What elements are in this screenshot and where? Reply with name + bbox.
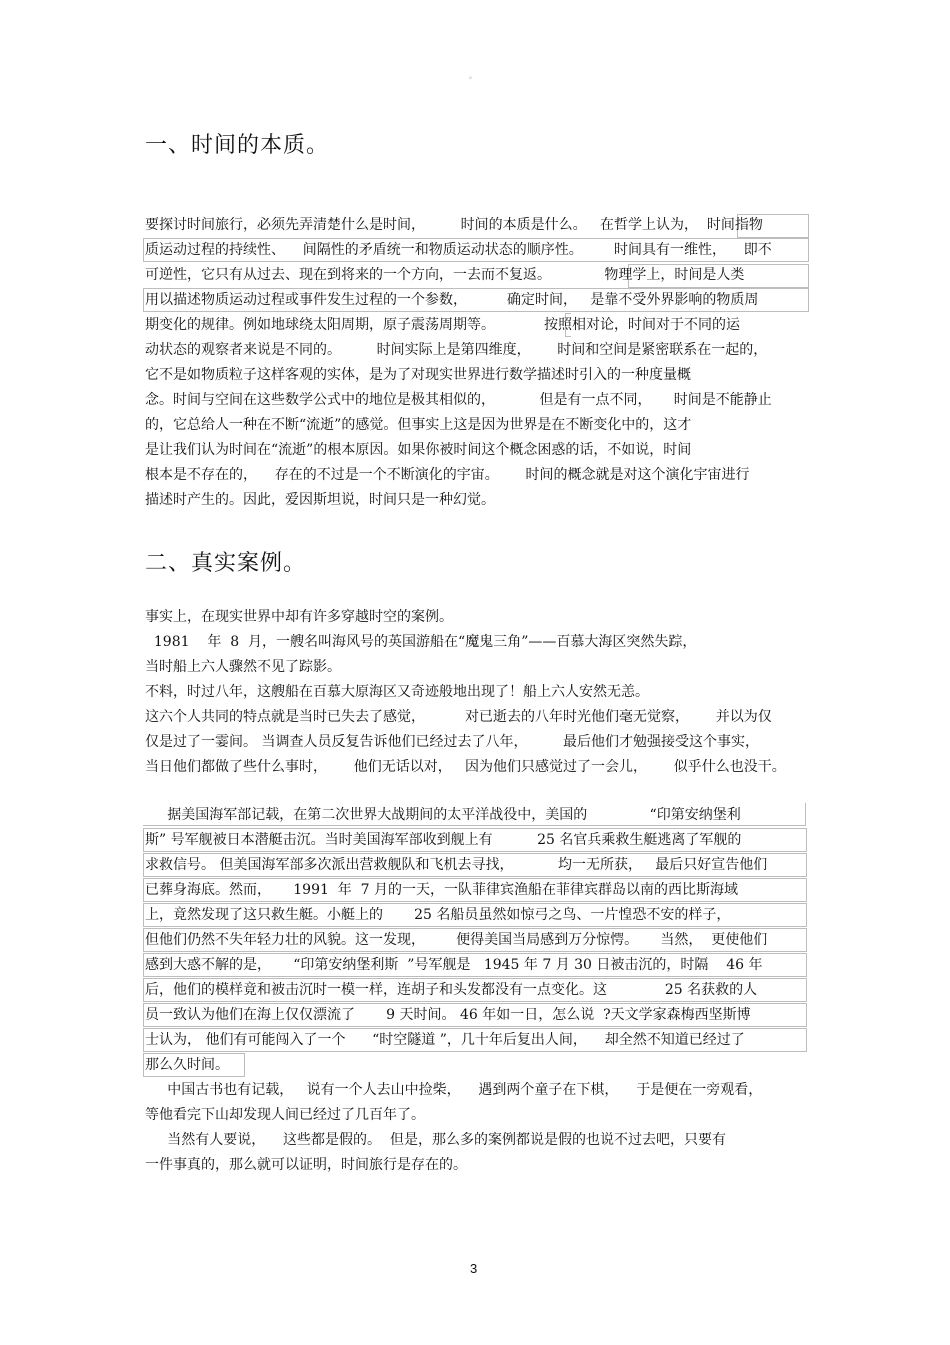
paragraph-line: 等他看完下山却发现人间已经过了几百年了。: [145, 1107, 425, 1123]
paragraph-line: 根本是不存在的， 存在的不过是一个不断演化的宇宙。 时间的概念就是对这个演化宇宙进行: [145, 467, 750, 483]
paragraph-line: 的，它总给人一种在不断“流逝”的感觉。但事实上这是因为世界是在不断变化中的，这才: [145, 417, 692, 433]
paragraph-line: 已葬身海底。然而， 1991 年 7 月的一天，一队菲律宾渔船在菲律宾群岛以南的西比斯海域: [145, 882, 739, 898]
paragraph-line: 那么久时间。: [145, 1057, 229, 1073]
paragraph-line: 是让我们认为时间在“流逝”的根本原因。如果你被时间这个概念困惑的话，不如说，时间: [145, 442, 692, 458]
section1-title: 一、时间的本质。: [145, 133, 330, 158]
paragraph-line: 求救信号。 但美国海军部多次派出营救舰队和飞机去寻找， 均一无所获， 最后只好宣告他们: [145, 857, 768, 873]
paragraph-line: 后，他们的模样竟和被击沉时一模一样，连胡子和头发都没有一点变化。这 25 名获救的人: [145, 982, 758, 998]
paragraph-line: 据美国海军部记载，在第二次世界大战期间的太平洋战役中，美国的 “印第安纳堡利: [145, 807, 741, 823]
paragraph-line: 它不是如物质粒子这样客观的实体，是为了对现实世界进行数学描述时引入的一种度量概: [145, 367, 691, 383]
paragraph-line: 士认为， 他们有可能闯入了一个 “时空隧道 ”，几十年后复出人间， 却全然不知道已经过了: [145, 1032, 745, 1048]
paragraph-line: 事实上，在现实世界中却有许多穿越时空的案例。: [145, 609, 453, 625]
paragraph-line: 质运动过程的持续性、 间隔性的矛盾统一和物质运动状态的顺序性。 时间具有一维性， 即不: [145, 242, 772, 258]
paragraph-line: 当然有人要说， 这些都是假的。 但是，那么多的案例都说是假的也说不过去吧，只要有: [145, 1132, 726, 1148]
paragraph-line: 不料，时过八年，这艘船在百慕大原海区又奇迹般地出现了！船上六人安然无恙。: [145, 684, 649, 700]
paragraph-line: 上，竟然发现了这只救生艇。小艇上的 25 名船员虽然如惊弓之鸟、一片惶恐不安的样子，: [145, 907, 731, 923]
top-mark: 。: [469, 71, 477, 80]
paragraph-line: 这六个人共同的特点就是当时已失去了感觉， 对已逝去的八年时光他们毫无觉察， 并以为仅: [145, 709, 772, 725]
paragraph-line: 员一致认为他们在海上仅仅漂流了 9 天时间。 46 年如一日，怎么说 ?天文学家森梅西坚斯博: [145, 1007, 751, 1023]
paragraph-line: 描述时产生的。因此，爱因斯坦说，时间只是一种幻觉。: [145, 492, 495, 508]
paragraph-line: 但他们仍然不失年轻力壮的风貌。这一发现， 便得美国当局感到万分惊愕。 当然， 更使他们: [145, 932, 768, 948]
paragraph-line: 要探讨时间旅行，必须先弄清楚什么是时间， 时间的本质是什么。 在哲学上认为， 时间指物: [145, 217, 763, 233]
paragraph-line: 当时船上六人骤然不见了踪影。: [145, 659, 341, 675]
paragraph-line: 仅是过了一霎间。 当调查人员反复告诉他们已经过去了八年， 最后他们才勉强接受这个事实，: [145, 734, 760, 750]
paragraph-line: 期变化的规律。例如地球绕太阳周期，原子震荡周期等。 按照相对论，时间对于不同的运: [145, 317, 740, 333]
section2-title: 二、真实案例。: [145, 551, 307, 576]
paragraph-line: 可逆性，它只有从过去、现在到将来的一个方向，一去而不复返。 物理学上，时间是人类: [145, 267, 745, 283]
paragraph-line: 一件事真的，那么就可以证明，时间旅行是存在的。: [145, 1157, 467, 1173]
paragraph-line: 斯” 号军舰被日本潜艇击沉。当时美国海军部收到舰上有 25 名官兵乘救生艇逃离了军舰的: [145, 832, 742, 848]
paragraph-line: 用以描述物质运动过程或事件发生过程的一个参数， 确定时间， 是靠不受外界影响的物质周: [145, 292, 759, 308]
paragraph-line: 中国古书也有记载， 说有一个人去山中捡柴， 遇到两个童子在下棋， 于是便在一旁观看，: [145, 1082, 763, 1098]
paragraph-line: 念。时间与空间在这些数学公式中的地位是极其相似的， 但是有一点不同， 时间是不能静止: [145, 392, 772, 408]
paragraph-line: 1981 年 8 月，一艘名叫海风号的英国游船在“魔鬼三角”——百慕大海区突然失踪，: [145, 634, 697, 650]
paragraph-line: 感到大惑不解的是， “印第安纳堡利斯 ”号军舰是 1945 年 7 月 30 日被击沉的，时隔 46 年: [145, 957, 763, 973]
paragraph-line: 当日他们都做了些什么事时， 他们无话以对， 因为他们只感觉过了一会儿， 似乎什么也没干。: [145, 759, 786, 775]
page-number: 3: [470, 1261, 478, 1276]
paragraph-line: 动状态的观察者来说是不同的。 时间实际上是第四维度， 时间和空间是紧密联系在一起的，: [145, 342, 768, 358]
